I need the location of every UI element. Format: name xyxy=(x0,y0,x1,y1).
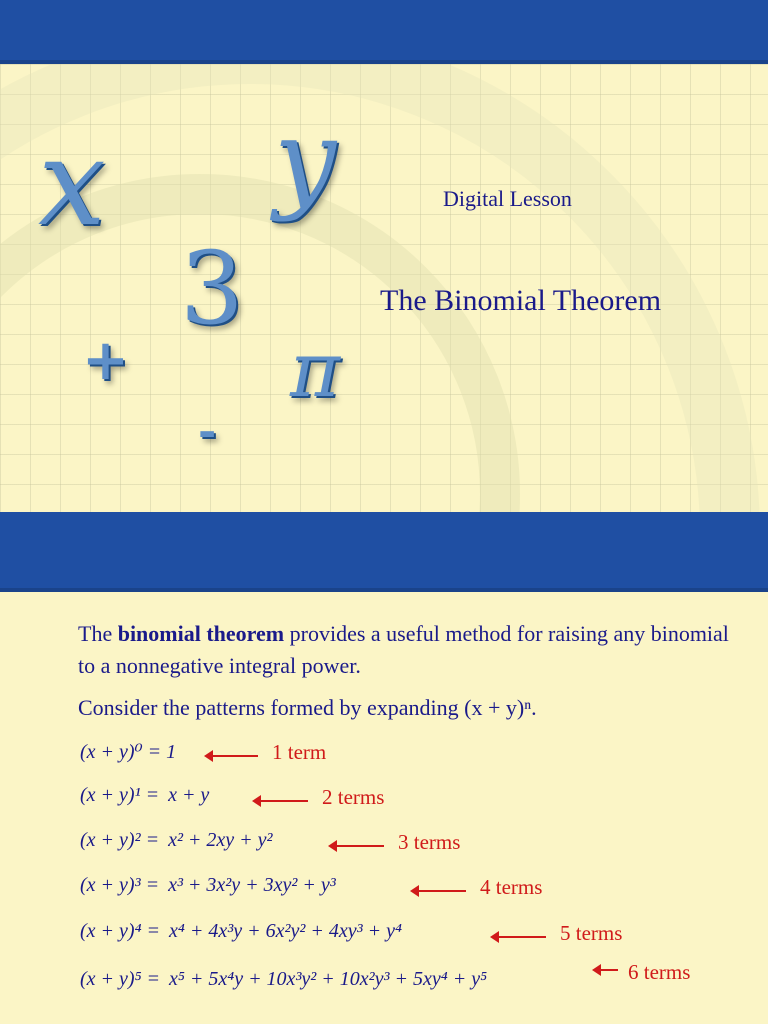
intro-post: provides a useful method for raising any binomial to a nonnegative integral power. xyxy=(78,621,729,678)
term-count-label: 4 terms xyxy=(480,875,543,899)
expansion-rhs: x⁴ + 4x³y + 6x²y² + 4xy³ + y⁴ xyxy=(169,920,402,942)
content-slide xyxy=(0,592,768,1024)
expansion-row xyxy=(80,784,209,814)
expansion-lhs: (x + y)⁰ = 1 xyxy=(80,741,177,763)
expansion-lhs: (x + y)¹ = xyxy=(80,784,160,806)
minus-symbol: - xyxy=(198,406,217,457)
term-count-label: 1 term xyxy=(272,740,327,764)
arrow-icon xyxy=(492,936,546,938)
intro-pre: The xyxy=(78,621,118,646)
arrow-icon xyxy=(206,755,258,757)
term-count-label: 3 terms xyxy=(398,830,461,854)
expansion-lhs: (x + y)⁵ = xyxy=(80,968,161,990)
middle-band xyxy=(0,512,768,592)
pi-symbol: π xyxy=(290,325,340,414)
expansion-rhs: x⁵ + 5x⁴y + 10x³y² + 10x²y³ + 5xy⁴ + y⁵ xyxy=(169,968,488,990)
arrow-icon xyxy=(254,800,308,802)
expansion-rhs: x² + 2xy + y² xyxy=(168,829,273,851)
intro-bold-term: binomial theorem xyxy=(117,621,285,646)
expansion-row xyxy=(80,968,487,998)
expansion-row xyxy=(80,920,402,950)
x-symbol: x xyxy=(38,114,106,253)
title-slide xyxy=(0,64,768,512)
plus-symbol: + xyxy=(82,327,129,393)
term-count-label: 2 terms xyxy=(322,785,385,809)
arrow-icon xyxy=(594,969,618,971)
consider-line: Consider the patterns formed by expanding (x + y)ⁿ. xyxy=(78,695,537,720)
expansion-lhs: (x + y)⁴ = xyxy=(80,920,161,942)
expansion-row xyxy=(80,874,336,904)
three-symbol: 3 xyxy=(180,230,244,347)
y-symbol: y xyxy=(274,95,337,223)
intro-paragraph xyxy=(78,618,748,682)
expansion-row xyxy=(80,829,273,859)
top-band xyxy=(0,0,768,64)
expansion-lhs: (x + y)³ = xyxy=(80,874,160,896)
term-count-label: 6 terms xyxy=(628,960,691,984)
expansion-lhs: (x + y)² = xyxy=(80,829,160,851)
expansion-rhs: x³ + 3x²y + 3xy² + y³ xyxy=(168,874,336,896)
term-count-label: 5 terms xyxy=(560,921,623,945)
arrow-icon xyxy=(330,845,384,847)
expansion-rhs: x + y xyxy=(168,784,210,806)
slide-subtitle: Digital Lesson xyxy=(443,186,572,211)
slide-title: The Binomial Theorem xyxy=(380,284,662,317)
arrow-icon xyxy=(412,890,466,892)
expansion-row xyxy=(80,739,176,769)
